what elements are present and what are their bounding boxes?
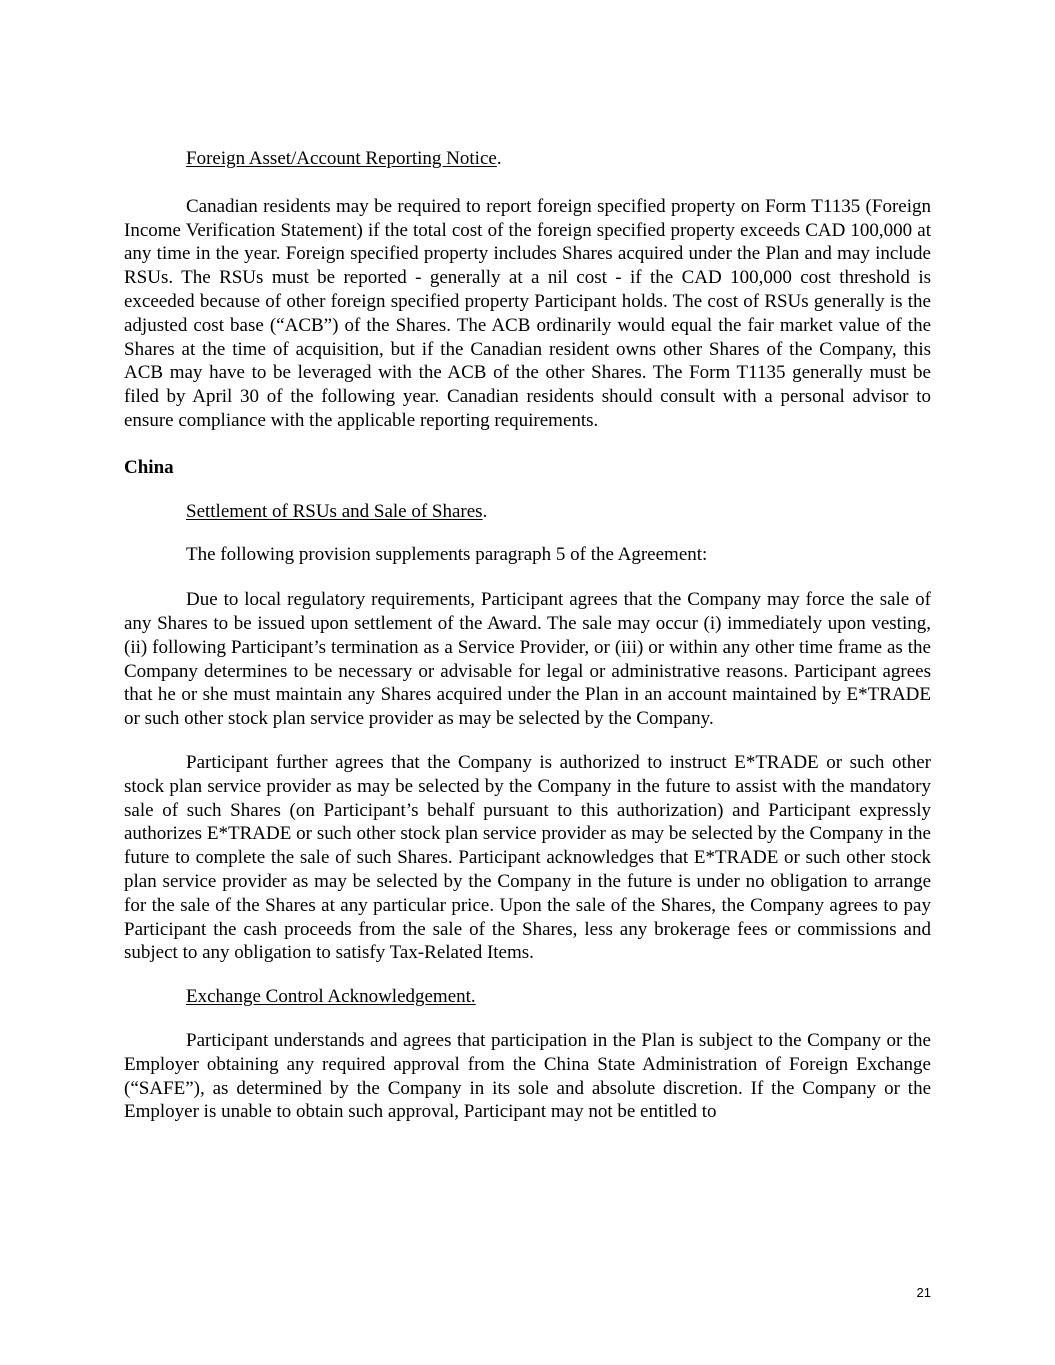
foreign-asset-heading-text: Foreign Asset/Account Reporting Notice — [186, 148, 497, 169]
foreign-asset-heading — [124, 147, 931, 171]
exchange-control-heading — [124, 985, 931, 1009]
settlement-heading-suffix: . — [482, 500, 488, 522]
settlement-heading — [124, 500, 931, 524]
exchange-control-paragraph: Participant understands and agrees that participation in the Plan is subject to the Company or the Employer obtaining any required approval from the China State Administration of Foreign Exchange (“SAFE”), as determined by the Company in its sole and absolute discretion. If the Company or the Employer is unable to obtain such approval, Participant may not be entitled to — [124, 1029, 931, 1123]
foreign-asset-heading-suffix: . — [496, 148, 502, 169]
exchange-control-heading-text: Exchange Control Acknowledgement. — [186, 986, 476, 1008]
settlement-paragraph-1: Due to local regulatory requirements, Participant agrees that the Company may force the sale of any Shares to be issued upon settlement of the Award. The sale may occur (i) immediately upon vesting, (ii) following Participant’s termination as a Service Provider, or (iii) or within any other time frame as the Company determines to be necessary or advisable for legal or administrative reasons. Participant agrees that he or she must maintain any Shares acquired under the Plan in an account maintained by E*TRADE or such other stock plan service provider as may be selected by the Company. — [124, 589, 931, 730]
provision-intro: The following provision supplements paragraph 5 of the Agreement: — [186, 544, 708, 566]
document-page — [124, 147, 931, 1124]
china-section-title: China — [124, 456, 174, 478]
settlement-paragraph-2: Participant further agrees that the Company is authorized to instruct E*TRADE or such other stock plan service provider as may be selected by the Company in the future to assist with the mandatory sale of such Shares (on Participant’s behalf pursuant to this authorization) and Participant expressly authorizes E*TRADE or such other stock plan service provider as may be selected by the Company in the future to complete the sale of such Shares. Participant acknowledges that E*TRADE or such other stock plan service provider as may be selected by the Company in the future is under no obligation to arrange for the sale of the Shares at any particular price. Upon the sale of the Shares, the Company agrees to pay Participant the cash proceeds from the sale of the Shares, less any brokerage fees or commissions and subject to any obligation to satisfy Tax-Related Items. — [124, 751, 931, 964]
page-number: 21 — [916, 1285, 931, 1300]
settlement-heading-text: Settlement of RSUs and Sale of Shares — [186, 500, 483, 522]
foreign-asset-body: Canadian residents may be required to report foreign specified property on Form T1135 (Foreign Income Verification Statement) if the total cost of the foreign specified property exceeds CAD 100,000 at any time in the year. Foreign specified property includes Shares acquired under the Plan and may include RSUs. The RSUs must be reported - generally at a nil cost - if the CAD 100,000 cost threshold is exceeded because of other foreign specified property Participant holds. The cost of RSUs generally is the adjusted cost base (“ACB”) of the Shares. The ACB ordinarily would equal the fair market value of the Shares at the time of acquisition, but if the Canadian resident owns other Shares of the Company, this ACB may have to be leveraged with the ACB of the other Shares. The Form T1135 generally must be filed by April 30 of the following year. Canadian residents should consult with a personal advisor to ensure compliance with the applicable reporting requirements. — [124, 195, 931, 431]
